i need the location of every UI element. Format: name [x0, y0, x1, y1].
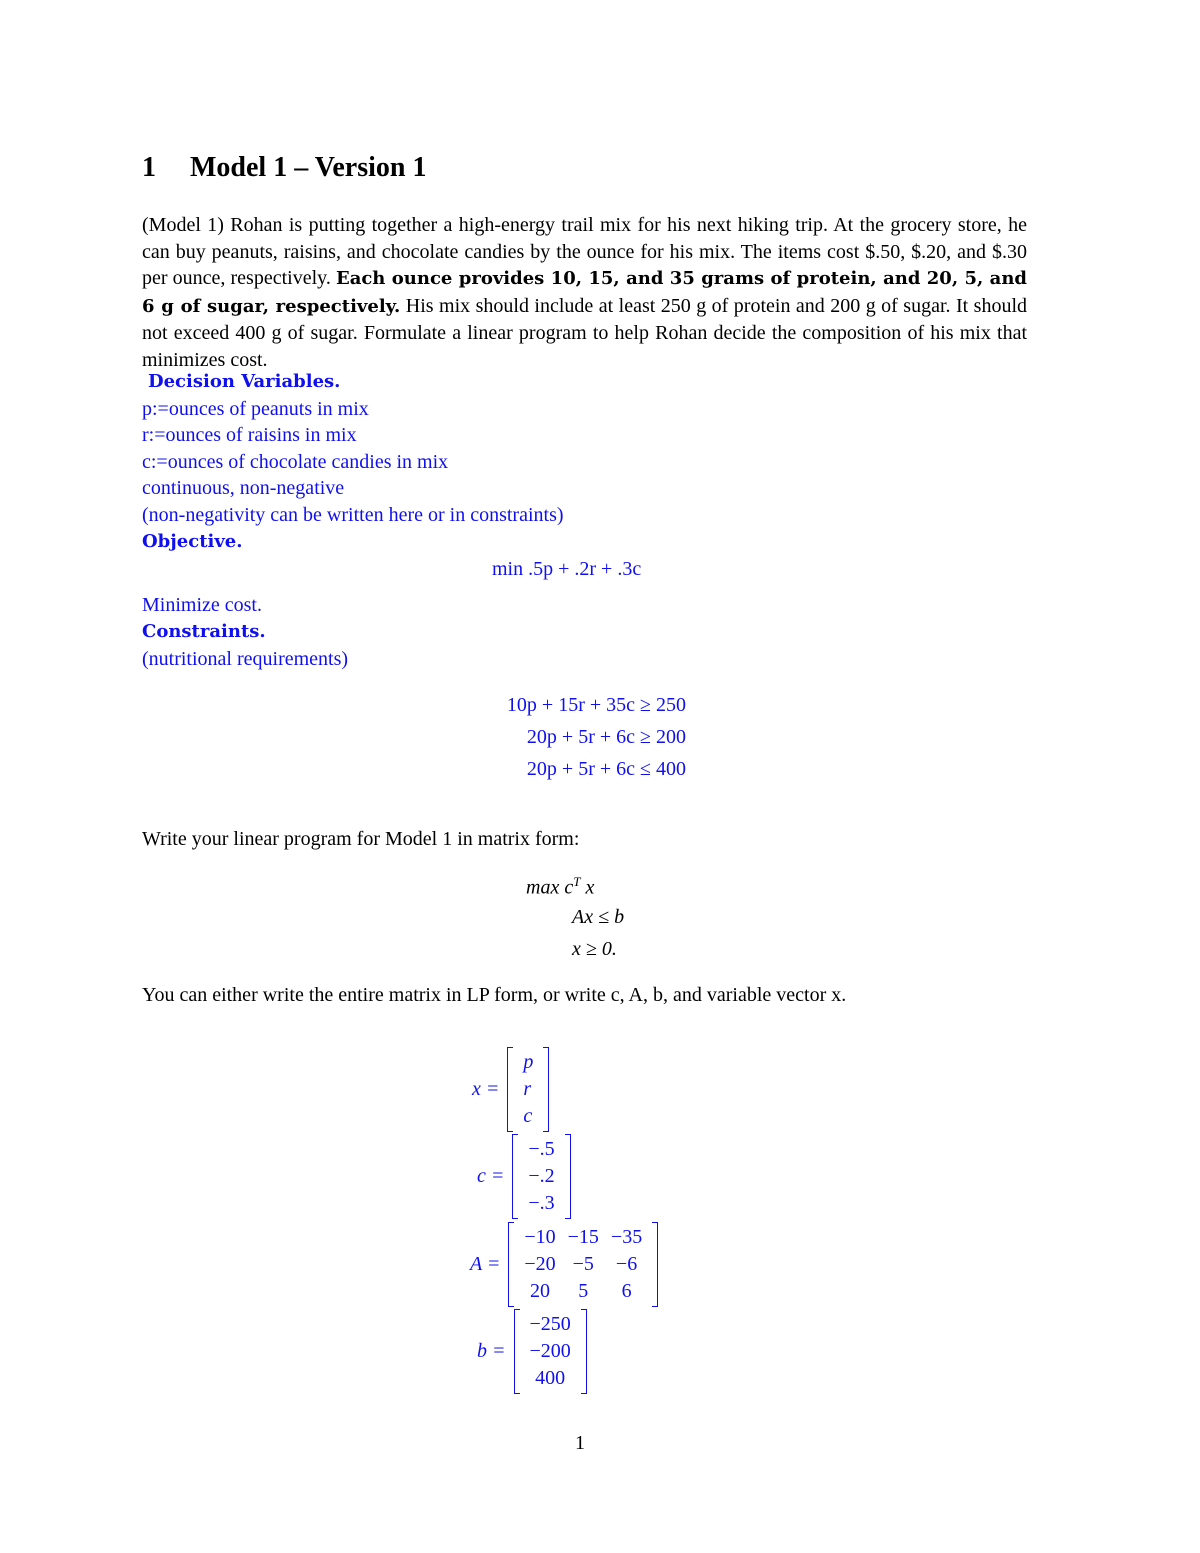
matrix-cell: −.2	[528, 1165, 555, 1187]
constraint-row-1: 10p + 15r + 35c ≥ 250	[506, 694, 686, 716]
matrix-c-bracket	[512, 1134, 570, 1219]
constraints-heading: Constraints.	[142, 621, 266, 642]
page-number: 1	[575, 1432, 585, 1454]
decision-line-c: c:=ounces of chocolate candies in mix	[142, 451, 449, 473]
matrix-form-x: x	[585, 876, 595, 899]
problem-bold-text: Each ounce provides 10, 15, and 35 grams of protein, and 20, 5, and 6 g of sugar, respectively.	[142, 268, 1027, 317]
either-text: You can either write the entire matrix in LP form, or write c, A, b, and variable vector x.	[142, 984, 847, 1006]
section-title-text: Model 1 – Version 1	[190, 152, 427, 183]
matrix-form-max: max c	[526, 876, 574, 899]
matrix-b-table	[524, 1311, 577, 1392]
matrix-b-label: b =	[477, 1340, 506, 1362]
matrix-form-line-3: x ≥ 0.	[572, 938, 617, 960]
matrix-cell: r	[523, 1078, 532, 1100]
matrix-x-label: x =	[472, 1078, 500, 1100]
matrix-form-line-2: Ax ≤ b	[572, 906, 625, 928]
decision-variables-heading: Decision Variables.	[148, 371, 341, 392]
matrix-cell: c	[523, 1105, 533, 1127]
matrix-cell: −250	[529, 1313, 571, 1335]
matrix-cell: −5	[572, 1253, 594, 1275]
problem-statement	[142, 212, 1027, 373]
matrix-cell: −20	[524, 1253, 556, 1275]
constraint-row-2: 20p + 5r + 6c ≥ 200	[526, 726, 686, 748]
matrix-x-bracket	[507, 1047, 549, 1132]
matrix-form-line-1	[526, 874, 594, 900]
objective-heading: Objective.	[142, 531, 243, 552]
matrix-A-label: A =	[470, 1253, 501, 1275]
objective-note: Minimize cost.	[142, 594, 262, 616]
decision-line-p: p:=ounces of peanuts in mix	[142, 398, 369, 420]
matrix-b-bracket	[514, 1309, 587, 1394]
matrix-b	[477, 1309, 587, 1394]
matrix-A	[470, 1222, 658, 1307]
matrix-cell: −15	[567, 1226, 599, 1248]
matrix-form-transpose: T	[573, 874, 581, 889]
matrix-A-table	[518, 1224, 648, 1305]
matrix-x	[472, 1047, 549, 1132]
matrix-cell: −35	[610, 1226, 643, 1248]
matrix-cell: 5	[578, 1280, 589, 1302]
matrix-A-bracket	[508, 1222, 658, 1307]
constraints-note: (nutritional requirements)	[142, 648, 349, 670]
matrix-form-prompt: Write your linear program for Model 1 in matrix form:	[142, 828, 580, 850]
matrix-cell: −.3	[528, 1192, 555, 1214]
matrix-cell: 6	[621, 1280, 632, 1302]
objective-formula: min .5p + .2r + .3c	[492, 558, 642, 580]
decision-line-r: r:=ounces of raisins in mix	[142, 424, 357, 446]
problem-text-1: (Model 1) Rohan is putting together a high-energy trail mix for his next hiking trip. At the grocery store, he can buy peanuts, raisins, and chocolate candies by the ounce for his mix. The items cost $.50, $.20, and $.30 per ounce, respectively.	[142, 214, 1027, 289]
section-heading	[142, 152, 426, 184]
matrix-cell: 400	[535, 1367, 566, 1389]
problem-text-2: His mix should include at least 250 g of protein and 200 g of sugar. It should not exceed 400 g of sugar. Formulate a linear program to help Rohan decide the composition of his mix that minimizes cost.	[142, 294, 1028, 371]
matrix-c	[477, 1134, 571, 1219]
matrix-cell: p	[523, 1051, 534, 1073]
matrix-x-table	[517, 1049, 539, 1130]
decision-line-nonneg: (non-negativity can be written here or in constraints)	[142, 504, 564, 526]
matrix-cell: −.5	[528, 1138, 555, 1160]
matrix-cell: −200	[529, 1340, 571, 1362]
matrix-cell: −10	[524, 1226, 556, 1248]
matrix-c-table	[522, 1136, 560, 1217]
section-number: 1	[142, 152, 156, 183]
matrix-cell: 20	[530, 1280, 550, 1302]
constraint-row-3: 20p + 5r + 6c ≤ 400	[526, 758, 686, 780]
decision-line-continuous: continuous, non-negative	[142, 477, 345, 499]
matrix-c-label: c =	[477, 1165, 505, 1187]
matrix-cell: −6	[615, 1253, 638, 1275]
